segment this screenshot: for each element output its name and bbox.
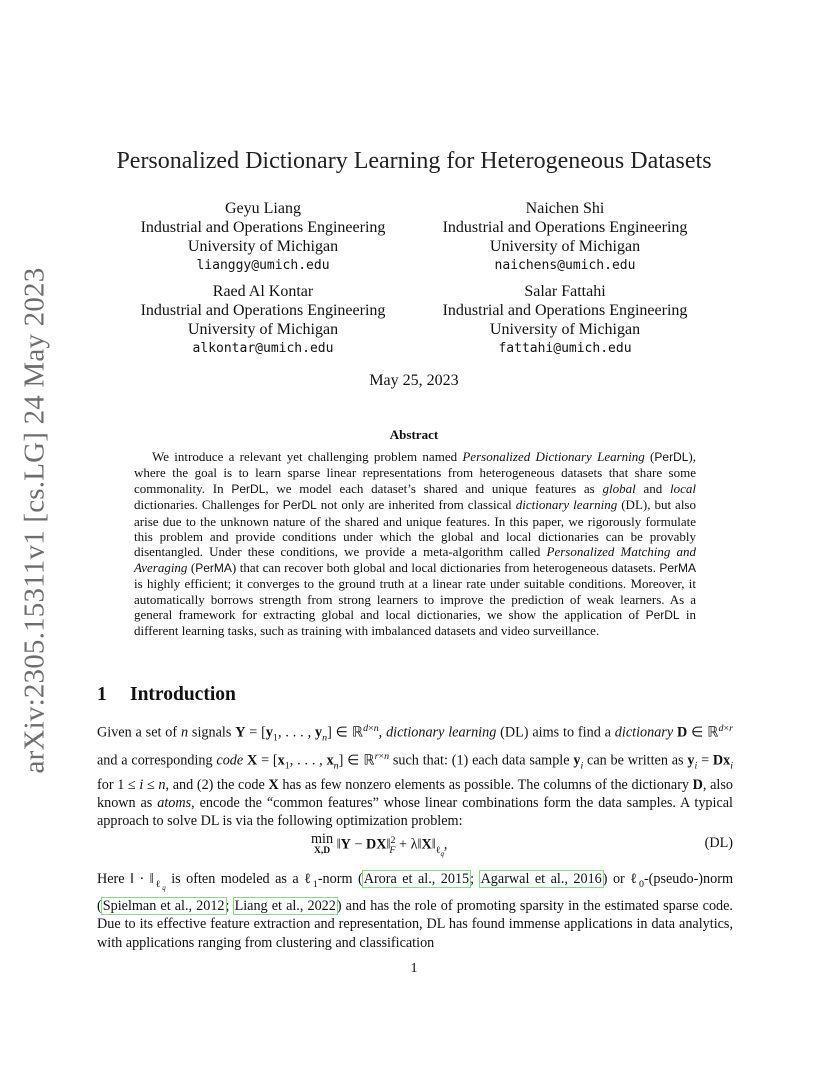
author-block — [113, 282, 413, 358]
author-email[interactable]: fattahi@umich.edu — [498, 341, 632, 356]
author-name: Naichen Shi — [525, 200, 605, 217]
author-university: University of Michigan — [187, 238, 339, 255]
author-email[interactable]: lianggy@umich.edu — [196, 258, 330, 273]
citation-link[interactable]: Liang et al., 2022 — [234, 898, 336, 915]
author-university: University of Michigan — [489, 321, 641, 338]
publication-date: May 25, 2023 — [369, 372, 459, 389]
arxiv-identifier: arXiv:2305.15311v1 [cs.LG] 24 May 2023 — [18, 267, 51, 773]
author-email[interactable]: alkontar@umich.edu — [192, 341, 334, 356]
paragraph: Given a set of n signals $Y = [y_1$, . . . , $y_n$] ∈ ℝ$^{d\times n}$, dictionary learning (DL) aims to find a dictionary D ∈ ℝ$^{d\times r}$ and a corresponding code $X = [x_1$, . . . , $x_n$] ∈ ℝ$^{r\times n}$ such that: (1) each data sample $y_i$ can be written as $y_i = Dx_i$ for 1 ≤ i ≤ n, and (2) the code X has as few nonzero elements as possible. The columns of the dictionary D, also known as atoms, encode the “common features” whose linear combinations form the data samples. A typical approach to solve DL is via the following optimization problem: — [97, 723, 734, 829]
equation-dl: min X,D ‖Y − DX‖$^2_F$ + $\lambda‖X‖_{\ell_q}$, (DL) — [311, 831, 733, 858]
paper-title: Personalized Dictionary Learning for Heterogeneous Datasets — [116, 148, 712, 174]
author-department: Industrial and Operations Engineering — [140, 219, 386, 236]
author-name: Salar Fattahi — [524, 283, 606, 300]
citation-link[interactable]: Arora et al., 2015 — [363, 871, 470, 888]
citation-link[interactable]: Spielman et al., 2012 — [102, 898, 225, 915]
arxiv-identifier-sidebar — [18, 267, 52, 773]
citation-link[interactable]: Agarwal et al., 2016 — [480, 871, 602, 888]
author-department: Industrial and Operations Engineering — [442, 219, 688, 236]
author-name: Raed Al Kontar — [212, 283, 314, 300]
section-number: 1 — [97, 684, 107, 705]
section-heading — [97, 684, 236, 706]
equation-tag: (DL) — [704, 835, 733, 852]
paragraph: Here ‖ · $‖_{\ell_q}$ is often modeled as a ℓ$_1$-norm (Arora et al., 2015; Agarwal et al., 2016) or ℓ$_0$-(pseudo-)norm (Spielman et al., 2012; Liang et al., 2022) and has the role of promoting sparsity in the estimated sparse code. Due to its effective feature extraction and representation, DL has found immense applications in data analytics, with applications ranging from clustering and classification — [97, 871, 733, 951]
author-department: Industrial and Operations Engineering — [442, 302, 688, 319]
author-university: University of Michigan — [489, 238, 641, 255]
author-email[interactable]: naichens@umich.edu — [494, 258, 636, 273]
page-number: 1 — [410, 961, 418, 976]
author-block — [415, 199, 715, 275]
author-block — [113, 199, 413, 275]
abstract-heading: Abstract — [389, 427, 439, 442]
introduction-body — [97, 720, 733, 952]
author-university: University of Michigan — [187, 321, 339, 338]
abstract-text: We introduce a relevant yet challenging problem named Personalized Dictionary Learning (PerDL), where the goal is to learn sparse linear representations from heterogeneous datasets that share some commonality. In PerDL, we model each dataset’s shared and unique features as global and local dictionaries. Challenges for PerDL not only are inherited from classical dictionary learning (DL), but also arise due to the unknown nature of the shared and unique features. In this paper, we rigorously formulate this problem and provide conditions under which the global and local dictionaries can be provably disentangled. Under these conditions, we provide a meta-algorithm called Personalized Matching and Averaging (PerMA) that can recover both global and local dictionaries from heterogeneous datasets. PerMA is highly efficient; it converges to the ground truth at a linear rate under suitable conditions. Moreover, it automatically borrows strength from strong learners to improve the prediction of weak learners. As a general framework for extracting global and local dictionaries, we show the application of PerDL in different learning tasks, such as training with imbalanced datasets and video surveillance. — [134, 449, 696, 639]
author-block — [415, 282, 715, 358]
author-department: Industrial and Operations Engineering — [140, 302, 386, 319]
author-name: Geyu Liang — [225, 200, 301, 217]
section-title: Introduction — [130, 684, 236, 705]
